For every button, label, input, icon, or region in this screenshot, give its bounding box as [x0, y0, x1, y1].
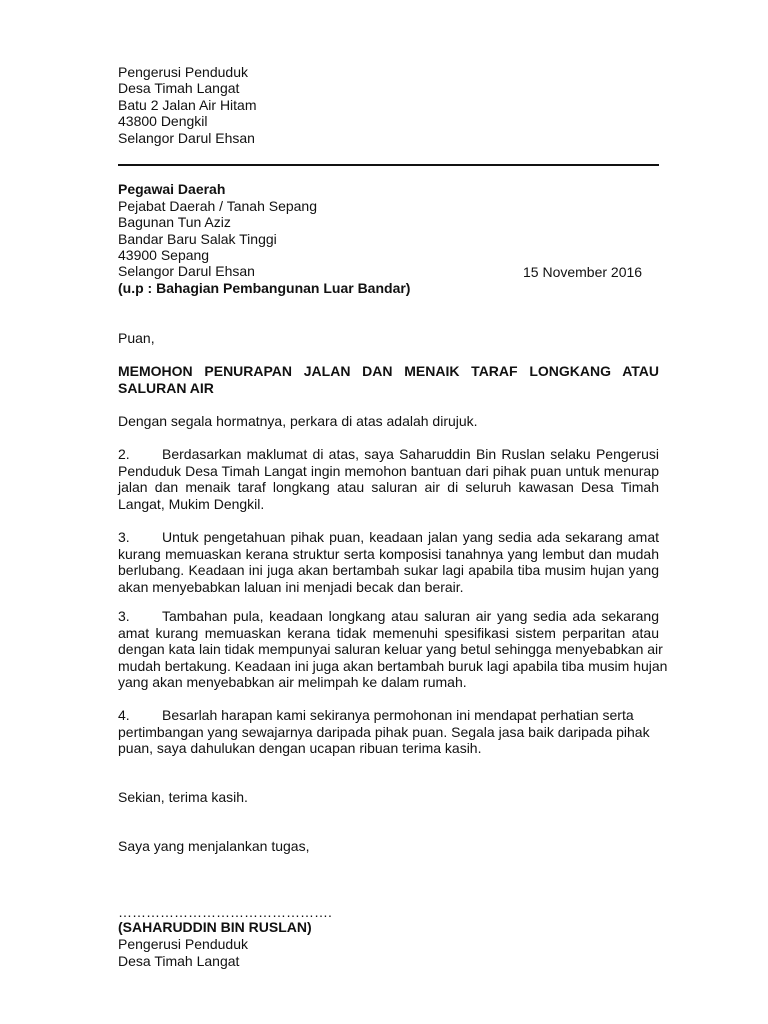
- paragraph-line: Langat, Mukim Dengkil.: [118, 496, 265, 512]
- sender-address-line: Pengerusi Penduduk: [118, 64, 248, 80]
- subject-line: MEMOHON PENURAPAN JALAN DAN MENAIK TARAF LONGKANG ATAU: [118, 363, 659, 379]
- paragraph-text: Berdasarkan maklumat di atas, saya Saharuddin Bin Ruslan selaku Pengerusi: [162, 446, 659, 462]
- paragraph-number: 3.: [118, 529, 130, 545]
- duty-line: Saya yang menjalankan tugas,: [118, 838, 310, 854]
- letter-date: 15 November 2016: [523, 264, 643, 280]
- paragraph-line: [118, 608, 659, 625]
- paragraph-number: 3.: [118, 608, 130, 624]
- signatory-title: Pengerusi Penduduk: [118, 936, 248, 952]
- intro-paragraph: Dengan segala hormatnya, perkara di atas adalah dirujuk.: [118, 413, 478, 429]
- sender-address-line: Selangor Darul Ehsan: [118, 130, 255, 146]
- divider: [118, 164, 659, 166]
- sender-address-line: Batu 2 Jalan Air Hitam: [118, 97, 257, 113]
- paragraph-line: pertimbangan yang sewajarnya daripada pihak puan. Segala jasa baik daripada pihak: [118, 724, 650, 740]
- recipient-address-line: Pejabat Daerah / Tanah Sepang: [118, 198, 318, 214]
- paragraph-number: 4.: [118, 707, 130, 723]
- paragraph-text: Besarlah harapan kami sekiranya permohonan ini mendapat perhatian serta: [162, 707, 634, 723]
- recipient-address-line: Bagunan Tun Aziz: [118, 214, 231, 230]
- paragraph-text: Untuk pengetahuan pihak puan, keadaan jalan yang sedia ada sekarang amat: [162, 529, 659, 545]
- paragraph-line: [118, 707, 634, 724]
- subject-line: SALURAN AIR: [118, 380, 214, 396]
- sender-address-line: 43800 Dengkil: [118, 113, 208, 129]
- salutation: Puan,: [118, 330, 155, 346]
- paragraph-line: jalan dan menaik taraf longkang atau saluran air di seluruh kawasan Desa Timah: [118, 479, 659, 495]
- paragraph-number: 2.: [118, 446, 130, 462]
- recipient-address-line: 43900 Sepang: [118, 247, 210, 263]
- paragraph-line: puan, saya dahulukan dengan ucapan ribuan terima kasih.: [118, 740, 482, 756]
- paragraph-line: mudah bertakung. Keadaan ini juga akan bertambah buruk lagi apabila tiba musim hujan: [118, 658, 668, 674]
- paragraph-text: Tambahan pula, keadaan longkang atau saluran air yang sedia ada sekarang: [162, 608, 659, 624]
- paragraph-line: Penduduk Desa Timah Langat ingin memohon bantuan dari pihak puan untuk menurap: [118, 463, 659, 479]
- closing: Sekian, terima kasih.: [118, 789, 248, 805]
- paragraph-line: amat kurang memuaskan kerana tidak memenuhi spesifikasi sistem perparitan atau: [118, 625, 659, 641]
- signature-line: ……………………………………….: [118, 904, 332, 920]
- paragraph-line: dengan kata lain tidak mempunyai saluran keluar yang betul sehingga menyebabkan air: [118, 641, 663, 657]
- paragraph-line: berlubang. Keadaan ini juga akan bertambah sukar lagi apabila tiba musim hujan yang: [118, 562, 659, 578]
- paragraph-line: yang akan menyebabkan air melimpah ke dalam rumah.: [118, 674, 467, 690]
- signatory-name: (SAHARUDDIN BIN RUSLAN): [118, 919, 312, 935]
- signatory-title: Desa Timah Langat: [118, 953, 240, 969]
- paragraph-line: kurang memuaskan kerana struktur serta komposisi tanahnya yang lembut dan mudah: [118, 546, 659, 562]
- recipient-name: Pegawai Daerah: [118, 181, 226, 197]
- paragraph-line: [118, 529, 659, 546]
- recipient-address-line: Bandar Baru Salak Tinggi: [118, 231, 277, 247]
- paragraph-line: [118, 446, 659, 463]
- recipient-address-line: Selangor Darul Ehsan: [118, 263, 255, 279]
- paragraph-line: akan menyebabkan laluan ini menjadi becak dan berair.: [118, 579, 464, 595]
- sender-address-line: Desa Timah Langat: [118, 80, 240, 96]
- attention-line: (u.p : Bahagian Pembangunan Luar Bandar): [118, 280, 411, 296]
